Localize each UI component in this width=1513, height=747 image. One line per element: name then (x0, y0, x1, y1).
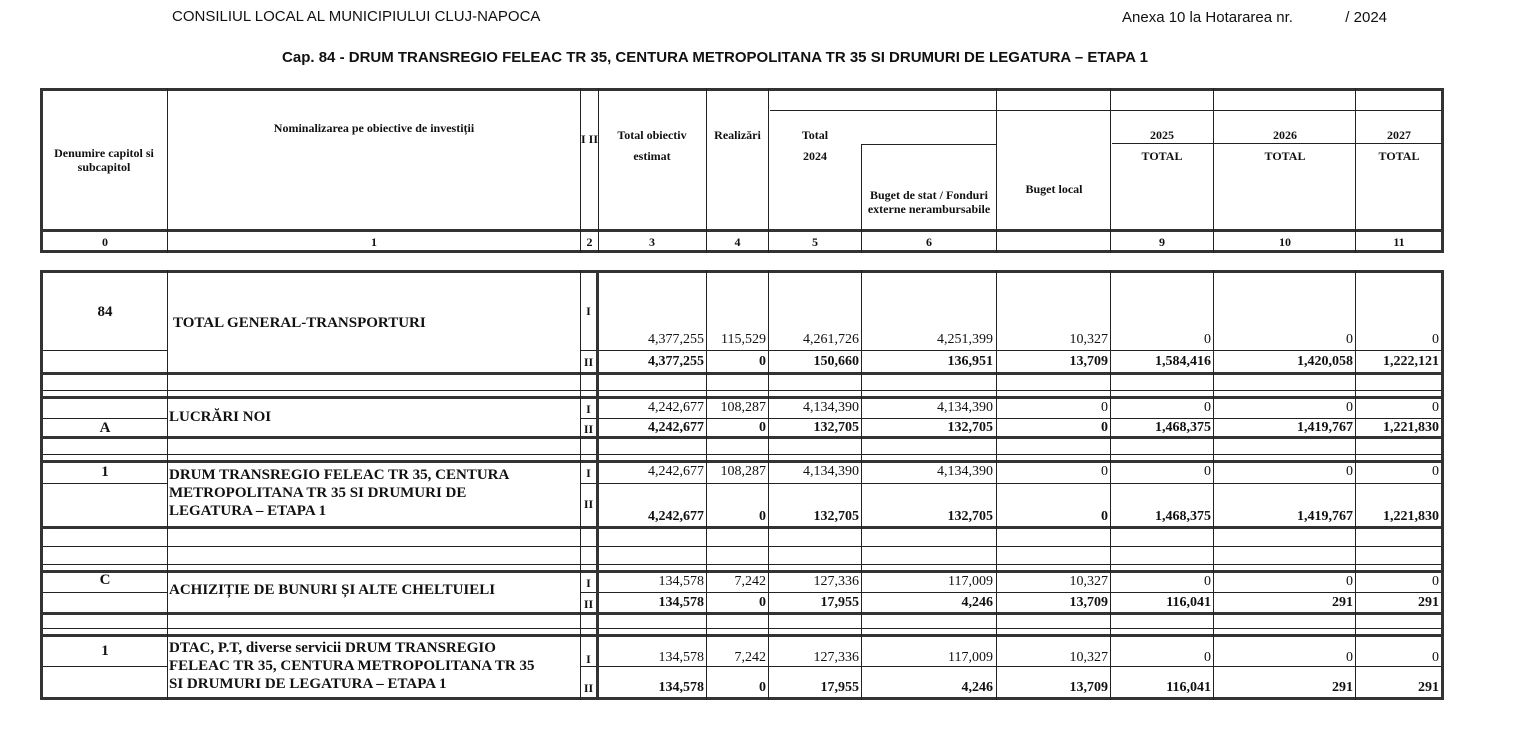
col-realizari-header: Realizări (714, 128, 761, 142)
row-I-realizari: 115,529 (721, 332, 766, 347)
row-II-buget-stat: 4,246 (961, 680, 993, 695)
row-type-I: I (586, 576, 591, 590)
idx-5: 5 (812, 235, 818, 249)
row-II-total-obiectiv: 4,242,677 (648, 509, 704, 524)
row-name: TOTAL GENERAL-TRANSPORTURI (173, 315, 426, 331)
row-I-realizari: 7,242 (734, 650, 766, 665)
row-II-total-2024: 150,660 (813, 354, 859, 369)
row-I-total-2024: 4,134,390 (803, 464, 859, 479)
row-I-2027: 0 (1432, 332, 1439, 347)
annex-year: / 2024 (1345, 9, 1388, 26)
row-I-total-2024: 127,336 (813, 650, 859, 665)
row-I-buget-stat: 4,134,390 (937, 464, 993, 479)
row-name-line-2: METROPOLITANA TR 35 SI DRUMURI DE (169, 485, 467, 501)
row-type-II: II (583, 681, 594, 695)
row-I-2026: 0 (1346, 332, 1353, 347)
annex-reference (1122, 9, 1387, 26)
col-type-header: I II (581, 132, 599, 146)
row-I-2026: 0 (1346, 650, 1353, 665)
row-I-2025: 0 (1204, 332, 1211, 347)
row-I-total-obiectiv: 134,578 (658, 574, 704, 589)
row-code: A (99, 420, 111, 436)
row-II-buget-local: 0 (1101, 509, 1108, 524)
row-II-realizari: 0 (759, 420, 766, 435)
idx-0: 0 (102, 235, 108, 249)
row-I-buget-stat: 4,251,399 (937, 332, 993, 347)
row-name-line-1: DRUM TRANSREGIO FELEAC TR 35, CENTURA (169, 467, 510, 483)
row-I-2026: 0 (1346, 574, 1353, 589)
row-II-2025: 1,468,375 (1155, 420, 1211, 435)
row-II-buget-local: 13,709 (1069, 595, 1108, 610)
row-I-2027: 0 (1432, 400, 1439, 415)
row-name: ACHIZIȚIE DE BUNURI ȘI ALTE CHELTUIELI (169, 582, 496, 598)
row-II-buget-stat: 4,246 (961, 595, 993, 610)
row-I-buget-local: 0 (1101, 464, 1108, 479)
row-type-I: I (586, 304, 591, 318)
col-2024-header: 2024 (803, 149, 827, 163)
row-I-2025: 0 (1204, 400, 1211, 415)
row-I-buget-stat: 117,009 (948, 650, 993, 665)
row-type-II: II (583, 355, 594, 369)
col-total-header: Total (801, 128, 829, 142)
row-I-2025: 0 (1204, 650, 1211, 665)
row-type-II: II (583, 497, 594, 511)
row-I-2025: 0 (1204, 574, 1211, 589)
row-code: 84 (97, 304, 113, 320)
row-II-total-obiectiv: 4,377,255 (648, 354, 704, 369)
col-buget-local-header: Buget local (1025, 182, 1083, 196)
row-I-total-obiectiv: 4,377,255 (648, 332, 704, 347)
col-nominalizare-header: Nominalizarea pe obiective de investiții (273, 121, 475, 135)
row-I-2027: 0 (1432, 464, 1439, 479)
row-II-2026: 1,419,767 (1297, 420, 1353, 435)
row-I-realizari: 108,287 (720, 400, 766, 415)
row-I-total-2024: 4,261,726 (803, 332, 859, 347)
row-I-realizari: 108,287 (720, 464, 766, 479)
chapter-title: Cap. 84 - DRUM TRANSREGIO FELEAC TR 35, CENTURA METROPOLITANA TR 35 SI DRUMURI DE LEGATURA – ETAPA 1 (282, 49, 1148, 66)
row-II-buget-local: 13,709 (1069, 680, 1108, 695)
row-name-line-1: DTAC, P.T, diverse servicii DRUM TRANSREGIO (169, 640, 496, 656)
row-II-2026: 1,419,767 (1297, 509, 1353, 524)
row-I-buget-local: 10,327 (1069, 650, 1108, 665)
row-II-2025: 116,041 (1166, 680, 1211, 695)
row-II-total-2024: 132,705 (813, 420, 859, 435)
row-II-buget-local: 13,709 (1069, 354, 1108, 369)
col-2025-year: 2025 (1150, 128, 1174, 142)
row-II-2027: 1,222,121 (1383, 354, 1439, 369)
row-II-2025: 1,468,375 (1155, 509, 1211, 524)
row-I-realizari: 7,242 (734, 574, 766, 589)
row-code: 1 (101, 464, 109, 480)
row-I-total-obiectiv: 134,578 (658, 650, 704, 665)
col-2026-year: 2026 (1273, 128, 1297, 142)
col-buget-stat-header: Buget de stat / Fonduri externe nerambursabile (867, 188, 991, 216)
row-II-total-obiectiv: 4,242,677 (648, 420, 704, 435)
row-II-2027: 291 (1418, 595, 1439, 610)
idx-1: 1 (371, 235, 377, 249)
row-name: LUCRĂRI NOI (169, 409, 272, 425)
row-II-2026: 291 (1332, 595, 1353, 610)
row-I-buget-local: 0 (1101, 400, 1108, 415)
row-type-II: II (583, 597, 594, 611)
idx-2: 2 (586, 235, 593, 249)
idx-4: 4 (734, 235, 741, 249)
row-I-2027: 0 (1432, 650, 1439, 665)
row-I-total-obiectiv: 4,242,677 (648, 400, 704, 415)
row-I-total-2024: 4,134,390 (803, 400, 859, 415)
row-II-total-2024: 17,955 (820, 680, 859, 695)
row-I-2026: 0 (1346, 464, 1353, 479)
col-denumire-header: Denumire capitol si subcapitol (54, 146, 154, 174)
row-name-line-2: FELEAC TR 35, CENTURA METROPOLITANA TR 35 (169, 658, 535, 674)
col-2026-total: TOTAL (1264, 149, 1306, 163)
row-II-2025: 1,584,416 (1155, 354, 1211, 369)
annex-label: Anexa 10 la Hotararea nr. (1122, 9, 1293, 26)
row-II-total-obiectiv: 134,578 (658, 680, 704, 695)
row-type-I: I (586, 652, 591, 666)
row-I-buget-local: 10,327 (1069, 574, 1108, 589)
row-II-buget-stat: 136,951 (947, 354, 993, 369)
idx-6: 6 (926, 235, 932, 249)
row-name-line-3: SI DRUMURI DE LEGATURA – ETAPA 1 (169, 676, 447, 692)
row-I-2025: 0 (1204, 464, 1211, 479)
row-type-II: II (583, 422, 594, 436)
row-II-realizari: 0 (759, 680, 766, 695)
row-type-I: I (586, 402, 591, 416)
row-I-2026: 0 (1346, 400, 1353, 415)
col-2027-total: TOTAL (1378, 149, 1420, 163)
col-2025-total: TOTAL (1141, 149, 1183, 163)
row-II-2026: 291 (1332, 680, 1353, 695)
row-II-buget-local: 0 (1101, 420, 1108, 435)
idx-3: 3 (649, 235, 655, 249)
row-II-buget-stat: 132,705 (947, 509, 993, 524)
row-II-realizari: 0 (759, 509, 766, 524)
row-name-line-3: LEGATURA – ETAPA 1 (169, 503, 327, 519)
row-II-buget-stat: 132,705 (947, 420, 993, 435)
col-total-obiectiv-header: Total obiectiv (617, 128, 687, 142)
row-II-2027: 291 (1418, 680, 1439, 695)
council-name: CONSILIUL LOCAL AL MUNICIPIULUI CLUJ-NAPOCA (172, 8, 541, 25)
row-II-2027: 1,221,830 (1383, 420, 1439, 435)
row-type-I: I (586, 466, 591, 480)
row-I-buget-stat: 4,134,390 (937, 400, 993, 415)
row-II-total-obiectiv: 134,578 (658, 595, 704, 610)
row-II-2026: 1,420,058 (1297, 354, 1353, 369)
col-2027-year: 2027 (1387, 128, 1411, 142)
idx-10: 10 (1279, 235, 1291, 249)
row-I-buget-stat: 117,009 (948, 574, 993, 589)
row-II-2027: 1,221,830 (1383, 509, 1439, 524)
row-I-buget-local: 10,327 (1069, 332, 1108, 347)
row-II-2025: 116,041 (1166, 595, 1211, 610)
row-I-total-obiectiv: 4,242,677 (648, 464, 704, 479)
row-I-2027: 0 (1432, 574, 1439, 589)
row-code: 1 (101, 643, 109, 659)
col-estimat-header: estimat (633, 149, 671, 163)
row-II-total-2024: 132,705 (813, 509, 859, 524)
idx-11: 11 (1393, 235, 1405, 249)
row-code: C (99, 572, 111, 588)
row-I-total-2024: 127,336 (813, 574, 859, 589)
row-II-realizari: 0 (759, 354, 766, 369)
row-II-total-2024: 17,955 (820, 595, 859, 610)
idx-9: 9 (1159, 235, 1165, 249)
row-II-realizari: 0 (759, 595, 766, 610)
